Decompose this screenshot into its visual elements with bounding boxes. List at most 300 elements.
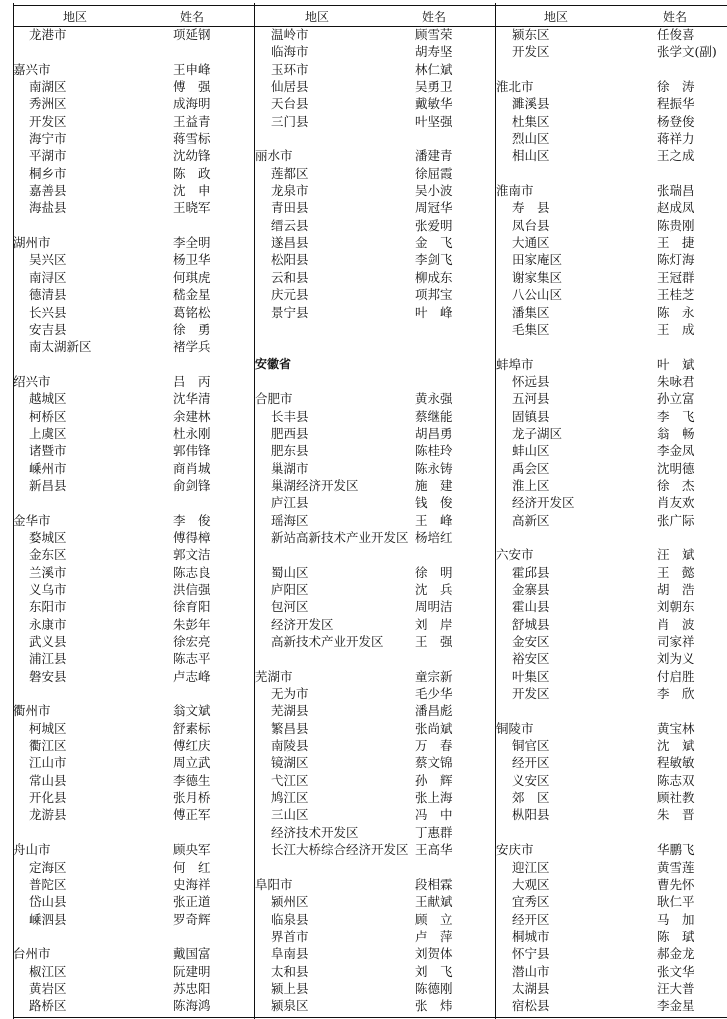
region-cell: 杜集区 — [512, 113, 550, 129]
table-row — [255, 512, 495, 529]
table-row — [496, 737, 727, 754]
table-row — [255, 963, 495, 980]
name-cell: 金 飞 — [415, 235, 453, 251]
spacer-row — [496, 702, 727, 719]
city-row — [496, 356, 727, 373]
name-cell: 沈华清 — [173, 391, 211, 407]
table-row — [496, 43, 727, 60]
name-cell: 戴国富 — [173, 946, 211, 962]
region-cell: 巢湖市 — [271, 460, 309, 476]
region-cell: 湖州市 — [13, 235, 51, 251]
table-row — [13, 269, 254, 286]
region-cell: 霍山县 — [512, 599, 550, 615]
table-row — [496, 685, 727, 702]
name-cell: 李剑飞 — [415, 252, 453, 268]
city-row — [13, 702, 254, 719]
name-cell: 钱 俊 — [415, 495, 453, 511]
name-cell: 陈志平 — [173, 651, 211, 667]
name-cell: 褚学兵 — [173, 339, 211, 355]
table-row — [13, 182, 254, 199]
region-cell: 包河区 — [271, 599, 309, 615]
table-row — [496, 876, 727, 893]
city-row — [496, 78, 727, 95]
region-cell: 太和县 — [271, 963, 309, 979]
table-row — [255, 911, 495, 928]
name-cell: 翁文斌 — [173, 703, 211, 719]
region-header: 地区 — [544, 10, 569, 24]
name-cell: 程振华 — [657, 96, 695, 112]
city-row — [13, 373, 254, 390]
region-cell: 松阳县 — [271, 252, 309, 268]
name-cell: 俞剑锋 — [173, 477, 211, 493]
table-row — [255, 78, 495, 95]
table-row — [496, 512, 727, 529]
table-row — [13, 113, 254, 130]
name-cell: 王益青 — [173, 113, 211, 129]
region-cell: 潜山市 — [512, 963, 550, 979]
region-cell: 磐安县 — [29, 668, 67, 684]
city-row — [13, 234, 254, 251]
name-cell: 胡昌勇 — [415, 425, 453, 441]
region-cell: 江山市 — [29, 755, 67, 771]
region-cell: 宜秀区 — [512, 894, 550, 910]
region-cell: 嘉善县 — [29, 183, 67, 199]
name-cell: 朱 晋 — [657, 807, 695, 823]
region-cell: 镜湖区 — [271, 755, 309, 771]
table-row — [255, 408, 495, 425]
region-cell: 淮北市 — [496, 79, 534, 95]
city-row — [255, 147, 495, 164]
city-row — [13, 61, 254, 78]
region-cell: 界首市 — [271, 928, 309, 944]
region-cell: 桐城市 — [512, 928, 550, 944]
name-cell: 蔡继能 — [415, 408, 453, 424]
table-row — [255, 616, 495, 633]
name-cell: 汪大普 — [657, 980, 695, 996]
table-row — [496, 304, 727, 321]
table-row — [13, 321, 254, 338]
table-row — [13, 616, 254, 633]
region-cell: 南陵县 — [271, 738, 309, 754]
name-cell: 李 欣 — [657, 686, 695, 702]
region-cell: 巢湖经济开发区 — [271, 477, 359, 493]
region-cell: 云和县 — [271, 269, 309, 285]
name-cell: 罗奇辉 — [173, 911, 211, 927]
province-heading — [255, 356, 495, 373]
table-row — [496, 477, 727, 494]
name-cell: 沈 斌 — [657, 738, 695, 754]
name-cell: 陈 政 — [173, 165, 211, 181]
region-cell: 庆元县 — [271, 287, 309, 303]
region-cell: 开发区 — [512, 686, 550, 702]
table-row — [13, 286, 254, 303]
region-cell: 庐阳区 — [271, 582, 309, 597]
table-row — [255, 598, 495, 615]
region-cell: 颍州区 — [271, 894, 309, 910]
region-cell: 经济开发区 — [271, 616, 334, 632]
region-cell: 芜湖县 — [271, 703, 309, 719]
region-cell: 蚌山区 — [512, 443, 550, 459]
city-row — [496, 841, 727, 858]
table-row — [255, 251, 495, 268]
region-cell: 龙子湖区 — [512, 425, 563, 441]
name-cell: 蔡文锦 — [415, 755, 453, 771]
region-cell: 吴兴区 — [29, 252, 67, 268]
region-cell: 长兴县 — [29, 304, 67, 320]
region-cell: 谢家集区 — [512, 269, 563, 285]
name-cell: 徐 勇 — [173, 321, 211, 337]
region-cell: 潘集区 — [512, 304, 550, 320]
name-header: 姓名 — [422, 10, 447, 24]
region-cell: 玉环市 — [271, 61, 309, 77]
region-cell: 南浔区 — [29, 269, 67, 285]
table-row — [255, 182, 495, 199]
region-cell: 铜陵市 — [496, 720, 534, 736]
spacer-row — [13, 494, 254, 511]
region-cell: 柯桥区 — [29, 408, 67, 424]
region-cell: 瑶海区 — [271, 512, 309, 528]
table-row — [255, 43, 495, 60]
region-cell: 浦江县 — [29, 651, 67, 667]
table-row — [255, 928, 495, 945]
name-cell: 翁 畅 — [657, 425, 695, 441]
table-row — [13, 754, 254, 771]
table-row — [496, 373, 727, 390]
table-row — [255, 824, 495, 841]
region-cell: 叶集区 — [512, 668, 550, 684]
region-cell: 路桥区 — [29, 998, 67, 1014]
table-row — [496, 113, 727, 130]
region-cell: 八公山区 — [512, 287, 563, 303]
name-cell: 杨卫华 — [173, 252, 211, 268]
name-cell: 李金凤 — [657, 443, 695, 459]
name-cell: 吕 丙 — [173, 373, 211, 389]
name-cell: 徐 涛 — [657, 79, 695, 95]
region-cell: 合肥市 — [255, 391, 293, 407]
name-cell: 曹先怀 — [657, 876, 695, 892]
region-cell: 庐江县 — [271, 495, 309, 511]
name-cell: 刘贺体 — [415, 946, 453, 962]
table-row — [13, 390, 254, 407]
region-cell: 高新技术产业开发区 — [271, 634, 384, 650]
name-cell: 王献斌 — [415, 894, 453, 910]
spacer-row — [496, 338, 727, 355]
name-cell: 郝金龙 — [657, 946, 695, 962]
region-cell: 天台县 — [271, 96, 309, 112]
region-cell: 蜀山区 — [271, 564, 309, 580]
region-cell: 海盐县 — [29, 200, 67, 216]
region-cell: 金华市 — [13, 512, 51, 528]
table-row — [13, 425, 254, 442]
name-cell: 蒋祥力 — [657, 131, 695, 147]
name-cell: 陈永铸 — [415, 460, 453, 476]
name-cell: 顾 立 — [415, 911, 453, 927]
name-cell: 陈 珷 — [657, 928, 695, 944]
spacer-row — [255, 321, 495, 338]
region-cell: 岱山县 — [29, 894, 67, 910]
name-cell: 胡寿坚 — [415, 44, 453, 60]
name-cell: 何 红 — [173, 859, 211, 875]
region-cell: 裕安区 — [512, 651, 550, 667]
name-cell: 杜永刚 — [173, 425, 211, 441]
name-cell: 杨登俊 — [657, 113, 695, 129]
table-row — [13, 633, 254, 650]
region-cell: 龙游县 — [29, 807, 67, 823]
name-cell: 黄雪莲 — [657, 859, 695, 875]
table-row — [496, 911, 727, 928]
name-cell: 柳成东 — [415, 269, 453, 285]
region-cell: 金寨县 — [512, 582, 550, 597]
region-cell: 毛集区 — [512, 321, 550, 337]
region-cell: 嵊泗县 — [29, 911, 67, 927]
table-row — [255, 581, 495, 598]
table-row — [255, 633, 495, 650]
region-cell: 海宁市 — [29, 131, 67, 147]
table-row — [13, 911, 254, 928]
name-cell: 周立武 — [173, 755, 211, 771]
region-cell: 永康市 — [29, 616, 67, 632]
table-row — [13, 460, 254, 477]
name-cell: 蒋雪标 — [173, 131, 211, 147]
region-cell: 越城区 — [29, 391, 67, 407]
name-cell: 苏忠阳 — [173, 980, 211, 996]
region-cell: 禹会区 — [512, 460, 550, 476]
table-row — [496, 598, 727, 615]
table-row — [496, 130, 727, 147]
table-row — [255, 199, 495, 216]
region-cell: 经济开发区 — [512, 495, 575, 511]
region-cell: 高新区 — [512, 512, 550, 528]
city-row — [496, 720, 727, 737]
name-cell: 张瑞昌 — [657, 183, 695, 199]
region-cell: 遂昌县 — [271, 235, 309, 251]
table-row — [496, 269, 727, 286]
table-row — [496, 26, 727, 43]
region-cell: 长江大桥综合经济开发区 — [271, 842, 409, 858]
table-row — [13, 408, 254, 425]
region-cell: 舒城县 — [512, 616, 550, 632]
region-cell: 经济技术开发区 — [271, 824, 359, 840]
region-cell: 龙港市 — [29, 27, 67, 42]
region-cell: 兰溪市 — [29, 564, 67, 580]
name-cell: 徐屈霞 — [415, 165, 453, 181]
region-cell: 淮上区 — [512, 477, 550, 493]
table-row — [496, 147, 727, 164]
name-cell: 肖 波 — [657, 616, 695, 632]
table-row — [255, 945, 495, 962]
table-row — [496, 199, 727, 216]
name-cell: 司家祥 — [657, 634, 695, 650]
name-cell: 潘昌彪 — [415, 703, 453, 719]
name-cell: 李 俊 — [173, 512, 211, 528]
table-row — [255, 165, 495, 182]
city-row — [13, 841, 254, 858]
table-row — [255, 754, 495, 771]
name-cell: 陈 永 — [657, 304, 695, 320]
name-cell: 王 峰 — [415, 512, 453, 528]
name-cell: 孙 辉 — [415, 772, 453, 788]
spacer-row — [496, 165, 727, 182]
table-row — [255, 980, 495, 997]
table-row — [496, 772, 727, 789]
table-row — [255, 286, 495, 303]
table-row — [13, 338, 254, 355]
region-cell: 肥东县 — [271, 443, 309, 459]
table-row — [13, 859, 254, 876]
name-cell: 张爱明 — [415, 217, 453, 233]
table-row — [496, 234, 727, 251]
city-row — [255, 668, 495, 685]
table-row — [255, 113, 495, 130]
spacer-row — [13, 356, 254, 373]
name-cell: 王桂芝 — [657, 287, 695, 303]
name-cell: 汪 斌 — [657, 547, 695, 563]
name-cell: 陈贵刚 — [657, 217, 695, 233]
region-cell: 鸠江区 — [271, 790, 309, 806]
table-row — [255, 564, 495, 581]
city-row — [13, 512, 254, 529]
table-row — [13, 442, 254, 459]
spacer-row — [496, 529, 727, 546]
table-row — [13, 304, 254, 321]
name-cell: 舒素标 — [173, 720, 211, 736]
table-row — [255, 529, 495, 546]
city-row — [255, 876, 495, 893]
name-cell: 吴勇卫 — [415, 79, 453, 95]
region-cell: 金东区 — [29, 547, 67, 563]
table-row — [496, 859, 727, 876]
region-cell: 新昌县 — [29, 477, 67, 493]
name-cell: 胡 浩 — [657, 582, 695, 597]
name-cell: 陈志双 — [657, 772, 695, 788]
name-cell: 叶 斌 — [657, 356, 695, 372]
region-cell: 颍东区 — [512, 27, 550, 42]
name-cell: 洪信强 — [173, 582, 211, 597]
region-cell: 宿松县 — [512, 998, 550, 1014]
name-cell: 赵成凤 — [657, 200, 695, 216]
table-row — [13, 737, 254, 754]
region-cell: 阜南县 — [271, 946, 309, 962]
name-cell: 陈德刚 — [415, 980, 453, 996]
region-cell: 淮南市 — [496, 183, 534, 199]
name-cell: 张 炜 — [415, 998, 453, 1014]
table-row — [13, 650, 254, 667]
table-row — [255, 685, 495, 702]
region-cell: 颍泉区 — [271, 998, 309, 1014]
name-cell: 王 懿 — [657, 564, 695, 580]
region-cell: 寿 县 — [512, 200, 550, 216]
table-row — [255, 997, 495, 1014]
region-cell: 枞阳县 — [512, 807, 550, 823]
table-row — [13, 95, 254, 112]
name-cell: 张月桥 — [173, 790, 211, 806]
name-cell: 陈灯海 — [657, 252, 695, 268]
table-row — [255, 893, 495, 910]
spacer-row — [13, 824, 254, 841]
name-cell: 陈桂玲 — [415, 443, 453, 459]
region-cell: 临海市 — [271, 44, 309, 60]
name-cell: 阮建明 — [173, 963, 211, 979]
region-cell: 莲都区 — [271, 165, 309, 181]
name-cell: 陈海鸿 — [173, 998, 211, 1014]
spacer-row — [255, 859, 495, 876]
table-row — [255, 234, 495, 251]
name-cell: 商肖城 — [173, 460, 211, 476]
column-rows — [13, 26, 254, 1015]
name-cell: 刘 飞 — [415, 963, 453, 979]
region-cell: 相山区 — [512, 148, 550, 164]
name-cell: 嵇金星 — [173, 287, 211, 303]
name-cell: 程敏敏 — [657, 755, 695, 771]
region-cell: 秀洲区 — [29, 96, 67, 112]
name-cell: 傅 强 — [173, 79, 211, 95]
table-row — [13, 564, 254, 581]
table-column-2 — [255, 0, 495, 1019]
name-cell: 刘 岸 — [415, 616, 453, 632]
name-cell: 叶 峰 — [415, 304, 453, 320]
table-row — [496, 286, 727, 303]
name-cell: 顾雪荣 — [415, 27, 453, 42]
table-row — [496, 494, 727, 511]
region-header: 地区 — [63, 10, 88, 24]
region-cell: 柯城区 — [29, 720, 67, 736]
name-cell: 杨培红 — [415, 529, 453, 545]
name-cell: 张正道 — [173, 894, 211, 910]
table-row — [255, 425, 495, 442]
region-cell: 五河县 — [512, 391, 550, 407]
region-cell: 上虞区 — [29, 425, 67, 441]
region-cell: 颍上县 — [271, 980, 309, 996]
table-row — [496, 251, 727, 268]
table-row — [496, 928, 727, 945]
table-row — [255, 806, 495, 823]
name-cell: 沈明德 — [657, 460, 695, 476]
name-cell: 何琪虎 — [173, 269, 211, 285]
region-cell: 安吉县 — [29, 321, 67, 337]
name-cell: 潘建青 — [415, 148, 453, 164]
table-row — [13, 581, 254, 598]
region-cell: 安庆市 — [496, 842, 534, 858]
table-row — [255, 460, 495, 477]
table-row — [13, 165, 254, 182]
name-cell: 丁惠群 — [415, 824, 453, 840]
name-cell: 葛铭松 — [173, 304, 211, 320]
spacer-row — [13, 685, 254, 702]
region-cell: 怀宁县 — [512, 946, 550, 962]
table-row — [13, 147, 254, 164]
name-cell: 毛少华 — [415, 686, 453, 702]
table-row — [255, 702, 495, 719]
region-cell: 无为市 — [271, 686, 309, 702]
table-row — [13, 720, 254, 737]
region-cell: 经开区 — [512, 911, 550, 927]
region-cell: 开化县 — [29, 790, 67, 806]
name-cell: 王 强 — [415, 634, 453, 650]
region-cell: 怀远县 — [512, 373, 550, 389]
table-row — [496, 321, 727, 338]
region-cell: 铜官区 — [512, 738, 550, 754]
name-cell: 王之成 — [657, 148, 695, 164]
region-cell: 仙居县 — [271, 79, 309, 95]
table-row — [13, 546, 254, 563]
table-row — [255, 737, 495, 754]
table-row — [255, 26, 495, 43]
region-cell: 青田县 — [271, 200, 309, 216]
name-cell: 肖友欢 — [657, 495, 695, 511]
name-cell: 段相霖 — [415, 876, 453, 892]
table-row — [496, 893, 727, 910]
region-cell: 六安市 — [496, 547, 534, 563]
